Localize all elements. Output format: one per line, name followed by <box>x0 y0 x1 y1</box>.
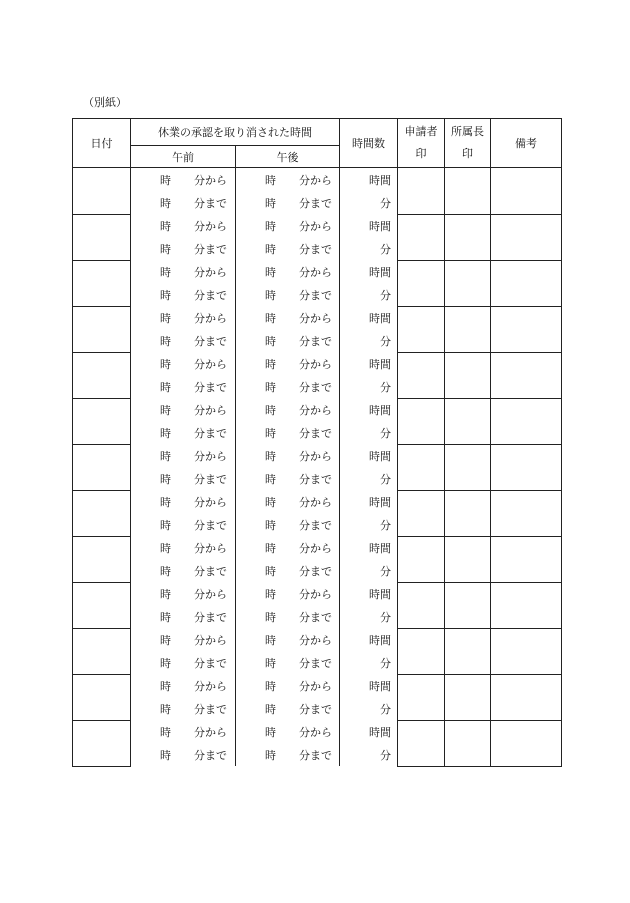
hour-label: 時 <box>265 611 276 624</box>
afternoon-to <box>236 467 340 490</box>
header-date: 日付 <box>73 119 131 168</box>
hours-cell <box>340 168 398 192</box>
hour-label: 時 <box>160 335 171 348</box>
remarks-cell[interactable] <box>491 720 562 766</box>
afternoon-from <box>236 628 340 651</box>
afternoon-from <box>236 582 340 605</box>
hour-label: 時 <box>265 749 276 762</box>
minute-from-label: 分から <box>194 266 227 279</box>
hour-label: 時 <box>160 680 171 693</box>
hours-cell <box>340 536 398 559</box>
hour-label: 時 <box>160 496 171 509</box>
morning-to <box>131 559 236 582</box>
table-row <box>73 352 562 375</box>
minutes-cell <box>340 697 398 720</box>
header-hours-count: 時間数 <box>340 119 398 168</box>
hour-label: 時 <box>160 404 171 417</box>
leave-cancellation-table <box>72 118 562 767</box>
hour-label: 時 <box>265 289 276 302</box>
table-row <box>73 628 562 651</box>
morning-from <box>131 398 236 421</box>
hour-label: 時 <box>160 519 171 532</box>
minute-from-label: 分から <box>299 588 332 601</box>
header-applicant <box>398 119 445 168</box>
date-cell[interactable] <box>73 214 131 260</box>
minutes-cell <box>340 375 398 398</box>
date-cell[interactable] <box>73 398 131 444</box>
afternoon-to <box>236 375 340 398</box>
minute-from-label: 分から <box>299 266 332 279</box>
minute-to-label: 分まで <box>194 243 227 256</box>
minute-to-label: 分まで <box>194 749 227 762</box>
date-cell[interactable] <box>73 536 131 582</box>
minute-from-label: 分から <box>299 496 332 509</box>
hour-label: 時 <box>265 197 276 210</box>
minute-to-label: 分まで <box>194 611 227 624</box>
remarks-cell[interactable] <box>491 582 562 628</box>
minute-from-label: 分から <box>194 542 227 555</box>
afternoon-to <box>236 513 340 536</box>
applicant-seal-cell[interactable] <box>398 628 445 674</box>
header-supervisor-label: 所属長 <box>451 125 484 138</box>
supervisor-seal-cell[interactable] <box>445 168 491 215</box>
morning-to <box>131 513 236 536</box>
remarks-cell[interactable] <box>491 536 562 582</box>
morning-from <box>131 306 236 329</box>
minute-to-label: 分まで <box>299 243 332 256</box>
hours-label: 時間 <box>369 726 391 739</box>
minute-from-label: 分から <box>299 312 332 325</box>
minute-to-label: 分まで <box>299 749 332 762</box>
afternoon-from <box>236 214 340 237</box>
hour-label: 時 <box>265 335 276 348</box>
hours-cell <box>340 720 398 743</box>
afternoon-from <box>236 674 340 697</box>
hours-label: 時間 <box>369 496 391 509</box>
minute-to-label: 分まで <box>299 565 332 578</box>
supervisor-seal-cell[interactable] <box>445 720 491 766</box>
table-row <box>73 260 562 283</box>
minute-to-label: 分まで <box>194 519 227 532</box>
hour-label: 時 <box>265 174 276 187</box>
minute-from-label: 分から <box>194 726 227 739</box>
minute-to-label: 分まで <box>194 381 227 394</box>
minutes-label: 分 <box>380 611 391 624</box>
hour-label: 時 <box>265 450 276 463</box>
table-row <box>73 674 562 697</box>
supervisor-seal-cell[interactable] <box>445 674 491 720</box>
morning-from <box>131 352 236 375</box>
minute-from-label: 分から <box>194 220 227 233</box>
minute-from-label: 分から <box>194 680 227 693</box>
minutes-label: 分 <box>380 289 391 302</box>
hour-label: 時 <box>265 703 276 716</box>
table-row <box>73 582 562 605</box>
annex-label: （別紙） <box>83 96 127 109</box>
minutes-cell <box>340 191 398 214</box>
hour-label: 時 <box>265 427 276 440</box>
applicant-seal-cell[interactable] <box>398 306 445 352</box>
minute-from-label: 分から <box>194 174 227 187</box>
minute-to-label: 分まで <box>194 335 227 348</box>
applicant-seal-cell[interactable] <box>398 720 445 766</box>
hour-label: 時 <box>160 266 171 279</box>
hour-label: 時 <box>265 588 276 601</box>
minutes-label: 分 <box>380 427 391 440</box>
hour-label: 時 <box>160 197 171 210</box>
hour-label: 時 <box>160 450 171 463</box>
hours-label: 時間 <box>369 358 391 371</box>
morning-from <box>131 260 236 283</box>
afternoon-to <box>236 191 340 214</box>
hour-label: 時 <box>265 565 276 578</box>
hour-label: 時 <box>160 358 171 371</box>
hours-label: 時間 <box>369 634 391 647</box>
minutes-cell <box>340 467 398 490</box>
header-supervisor <box>445 119 491 168</box>
supervisor-seal-cell[interactable] <box>445 628 491 674</box>
minute-from-label: 分から <box>299 220 332 233</box>
morning-to <box>131 283 236 306</box>
afternoon-from <box>236 398 340 421</box>
hours-cell <box>340 490 398 513</box>
hours-label: 時間 <box>369 404 391 417</box>
minute-from-label: 分から <box>194 588 227 601</box>
table-row <box>73 720 562 743</box>
minutes-label: 分 <box>380 243 391 256</box>
morning-from <box>131 444 236 467</box>
minutes-cell <box>340 237 398 260</box>
minute-to-label: 分まで <box>299 519 332 532</box>
hour-label: 時 <box>160 174 171 187</box>
afternoon-from <box>236 352 340 375</box>
morning-to <box>131 697 236 720</box>
minutes-cell <box>340 651 398 674</box>
hour-label: 時 <box>265 404 276 417</box>
date-cell[interactable] <box>73 306 131 352</box>
hours-cell <box>340 582 398 605</box>
applicant-seal-cell[interactable] <box>398 490 445 536</box>
header-applicant-seal: 印 <box>415 147 427 160</box>
date-cell[interactable] <box>73 444 131 490</box>
header-remarks: 備考 <box>491 119 562 168</box>
hour-label: 時 <box>160 565 171 578</box>
minutes-cell <box>340 559 398 582</box>
supervisor-seal-cell[interactable] <box>445 260 491 306</box>
hour-label: 時 <box>160 703 171 716</box>
minutes-label: 分 <box>380 473 391 486</box>
minute-to-label: 分まで <box>299 335 332 348</box>
hour-label: 時 <box>160 726 171 739</box>
hour-label: 時 <box>265 542 276 555</box>
afternoon-to <box>236 605 340 628</box>
hours-label: 時間 <box>369 266 391 279</box>
minute-from-label: 分から <box>299 634 332 647</box>
morning-to <box>131 191 236 214</box>
minute-from-label: 分から <box>299 174 332 187</box>
remarks-cell[interactable] <box>491 398 562 444</box>
supervisor-seal-cell[interactable] <box>445 490 491 536</box>
minute-to-label: 分まで <box>299 611 332 624</box>
minutes-label: 分 <box>380 197 391 210</box>
hour-label: 時 <box>265 496 276 509</box>
minute-to-label: 分まで <box>299 381 332 394</box>
table-row <box>73 444 562 467</box>
morning-to <box>131 421 236 444</box>
afternoon-from <box>236 444 340 467</box>
supervisor-seal-cell[interactable] <box>445 536 491 582</box>
minutes-cell <box>340 743 398 766</box>
remarks-cell[interactable] <box>491 628 562 674</box>
morning-to <box>131 329 236 352</box>
hour-label: 時 <box>160 611 171 624</box>
supervisor-seal-cell[interactable] <box>445 582 491 628</box>
afternoon-from <box>236 168 340 192</box>
minutes-cell <box>340 329 398 352</box>
table-row <box>73 214 562 237</box>
date-cell[interactable] <box>73 628 131 674</box>
remarks-cell[interactable] <box>491 214 562 260</box>
hours-label: 時間 <box>369 588 391 601</box>
hour-label: 時 <box>160 312 171 325</box>
minute-from-label: 分から <box>194 358 227 371</box>
morning-to <box>131 375 236 398</box>
remarks-cell[interactable] <box>491 352 562 398</box>
afternoon-from <box>236 260 340 283</box>
hour-label: 時 <box>160 749 171 762</box>
hours-cell <box>340 306 398 329</box>
hours-cell <box>340 214 398 237</box>
hour-label: 時 <box>160 220 171 233</box>
minute-to-label: 分まで <box>194 657 227 670</box>
minute-to-label: 分まで <box>194 289 227 302</box>
hours-cell <box>340 628 398 651</box>
remarks-cell[interactable] <box>491 490 562 536</box>
supervisor-seal-cell[interactable] <box>445 444 491 490</box>
morning-to <box>131 651 236 674</box>
applicant-seal-cell[interactable] <box>398 444 445 490</box>
hours-cell <box>340 260 398 283</box>
hour-label: 時 <box>265 726 276 739</box>
header-morning: 午前 <box>131 146 236 168</box>
supervisor-seal-cell[interactable] <box>445 306 491 352</box>
afternoon-from <box>236 720 340 743</box>
minutes-label: 分 <box>380 565 391 578</box>
afternoon-to <box>236 651 340 674</box>
table-row <box>73 168 562 192</box>
minutes-label: 分 <box>380 519 391 532</box>
remarks-cell[interactable] <box>491 168 562 215</box>
hour-label: 時 <box>265 381 276 394</box>
applicant-seal-cell[interactable] <box>398 536 445 582</box>
morning-from <box>131 490 236 513</box>
hours-cell <box>340 674 398 697</box>
morning-to <box>131 237 236 260</box>
afternoon-to <box>236 421 340 444</box>
remarks-cell[interactable] <box>491 260 562 306</box>
applicant-seal-cell[interactable] <box>398 582 445 628</box>
hour-label: 時 <box>160 542 171 555</box>
header-afternoon: 午後 <box>236 146 340 168</box>
hour-label: 時 <box>160 588 171 601</box>
hour-label: 時 <box>265 358 276 371</box>
hour-label: 時 <box>265 243 276 256</box>
hour-label: 時 <box>265 680 276 693</box>
morning-from <box>131 214 236 237</box>
header-cancelled-leave: 休業の承認を取り消された時間 <box>131 119 340 146</box>
applicant-seal-cell[interactable] <box>398 260 445 306</box>
minute-to-label: 分まで <box>299 657 332 670</box>
hour-label: 時 <box>160 381 171 394</box>
applicant-seal-cell[interactable] <box>398 168 445 215</box>
minute-from-label: 分から <box>299 726 332 739</box>
minute-from-label: 分から <box>299 358 332 371</box>
applicant-seal-cell[interactable] <box>398 674 445 720</box>
remarks-cell[interactable] <box>491 306 562 352</box>
minute-to-label: 分まで <box>194 473 227 486</box>
date-cell[interactable] <box>73 168 131 215</box>
hour-label: 時 <box>265 634 276 647</box>
morning-to <box>131 467 236 490</box>
minute-to-label: 分まで <box>299 473 332 486</box>
minutes-cell <box>340 513 398 536</box>
morning-to <box>131 605 236 628</box>
minute-from-label: 分から <box>194 496 227 509</box>
applicant-seal-cell[interactable] <box>398 398 445 444</box>
hour-label: 時 <box>265 657 276 670</box>
hour-label: 時 <box>265 266 276 279</box>
hours-cell <box>340 444 398 467</box>
afternoon-to <box>236 237 340 260</box>
afternoon-to <box>236 283 340 306</box>
table-body <box>73 168 562 767</box>
minute-from-label: 分から <box>194 404 227 417</box>
applicant-seal-cell[interactable] <box>398 214 445 260</box>
hour-label: 時 <box>160 427 171 440</box>
minute-from-label: 分から <box>299 450 332 463</box>
applicant-seal-cell[interactable] <box>398 352 445 398</box>
morning-from <box>131 720 236 743</box>
supervisor-seal-cell[interactable] <box>445 352 491 398</box>
minute-from-label: 分から <box>299 404 332 417</box>
table-row <box>73 306 562 329</box>
hour-label: 時 <box>160 657 171 670</box>
minute-to-label: 分まで <box>194 703 227 716</box>
hour-label: 時 <box>160 634 171 647</box>
minutes-cell <box>340 283 398 306</box>
date-cell[interactable] <box>73 352 131 398</box>
morning-from <box>131 536 236 559</box>
minutes-cell <box>340 421 398 444</box>
minute-from-label: 分から <box>194 312 227 325</box>
table-row <box>73 398 562 421</box>
header-applicant-label: 申請者 <box>404 125 438 138</box>
morning-to <box>131 743 236 766</box>
minutes-label: 分 <box>380 703 391 716</box>
minute-to-label: 分まで <box>194 565 227 578</box>
minutes-label: 分 <box>380 335 391 348</box>
hours-label: 時間 <box>369 312 391 325</box>
afternoon-to <box>236 697 340 720</box>
hour-label: 時 <box>160 473 171 486</box>
minute-to-label: 分まで <box>299 427 332 440</box>
hour-label: 時 <box>160 289 171 302</box>
morning-from <box>131 628 236 651</box>
minute-from-label: 分から <box>194 450 227 463</box>
hours-cell <box>340 352 398 375</box>
minutes-label: 分 <box>380 749 391 762</box>
minute-to-label: 分まで <box>299 703 332 716</box>
date-cell[interactable] <box>73 582 131 628</box>
minute-from-label: 分から <box>299 542 332 555</box>
date-cell[interactable] <box>73 674 131 720</box>
afternoon-to <box>236 743 340 766</box>
minute-from-label: 分から <box>194 634 227 647</box>
hours-label: 時間 <box>369 680 391 693</box>
minute-to-label: 分まで <box>194 427 227 440</box>
hour-label: 時 <box>265 473 276 486</box>
hours-label: 時間 <box>369 450 391 463</box>
minutes-label: 分 <box>380 657 391 670</box>
minute-to-label: 分まで <box>299 197 332 210</box>
table-row <box>73 490 562 513</box>
hour-label: 時 <box>265 312 276 325</box>
afternoon-to <box>236 559 340 582</box>
minute-to-label: 分まで <box>299 289 332 302</box>
table-row <box>73 536 562 559</box>
hours-label: 時間 <box>369 174 391 187</box>
minute-from-label: 分から <box>299 680 332 693</box>
hours-label: 時間 <box>369 220 391 233</box>
supervisor-seal-cell[interactable] <box>445 398 491 444</box>
hour-label: 時 <box>160 243 171 256</box>
supervisor-seal-cell[interactable] <box>445 214 491 260</box>
morning-from <box>131 168 236 192</box>
hours-cell <box>340 398 398 421</box>
minute-to-label: 分まで <box>194 197 227 210</box>
remarks-cell[interactable] <box>491 444 562 490</box>
header-supervisor-seal: 印 <box>462 147 473 160</box>
hour-label: 時 <box>265 220 276 233</box>
afternoon-from <box>236 536 340 559</box>
afternoon-from <box>236 306 340 329</box>
date-cell[interactable] <box>73 720 131 766</box>
remarks-cell[interactable] <box>491 674 562 720</box>
morning-from <box>131 674 236 697</box>
afternoon-from <box>236 490 340 513</box>
morning-from <box>131 582 236 605</box>
hour-label: 時 <box>265 519 276 532</box>
minutes-cell <box>340 605 398 628</box>
minutes-label: 分 <box>380 381 391 394</box>
hours-label: 時間 <box>369 542 391 555</box>
date-cell[interactable] <box>73 490 131 536</box>
date-cell[interactable] <box>73 260 131 306</box>
afternoon-to <box>236 329 340 352</box>
